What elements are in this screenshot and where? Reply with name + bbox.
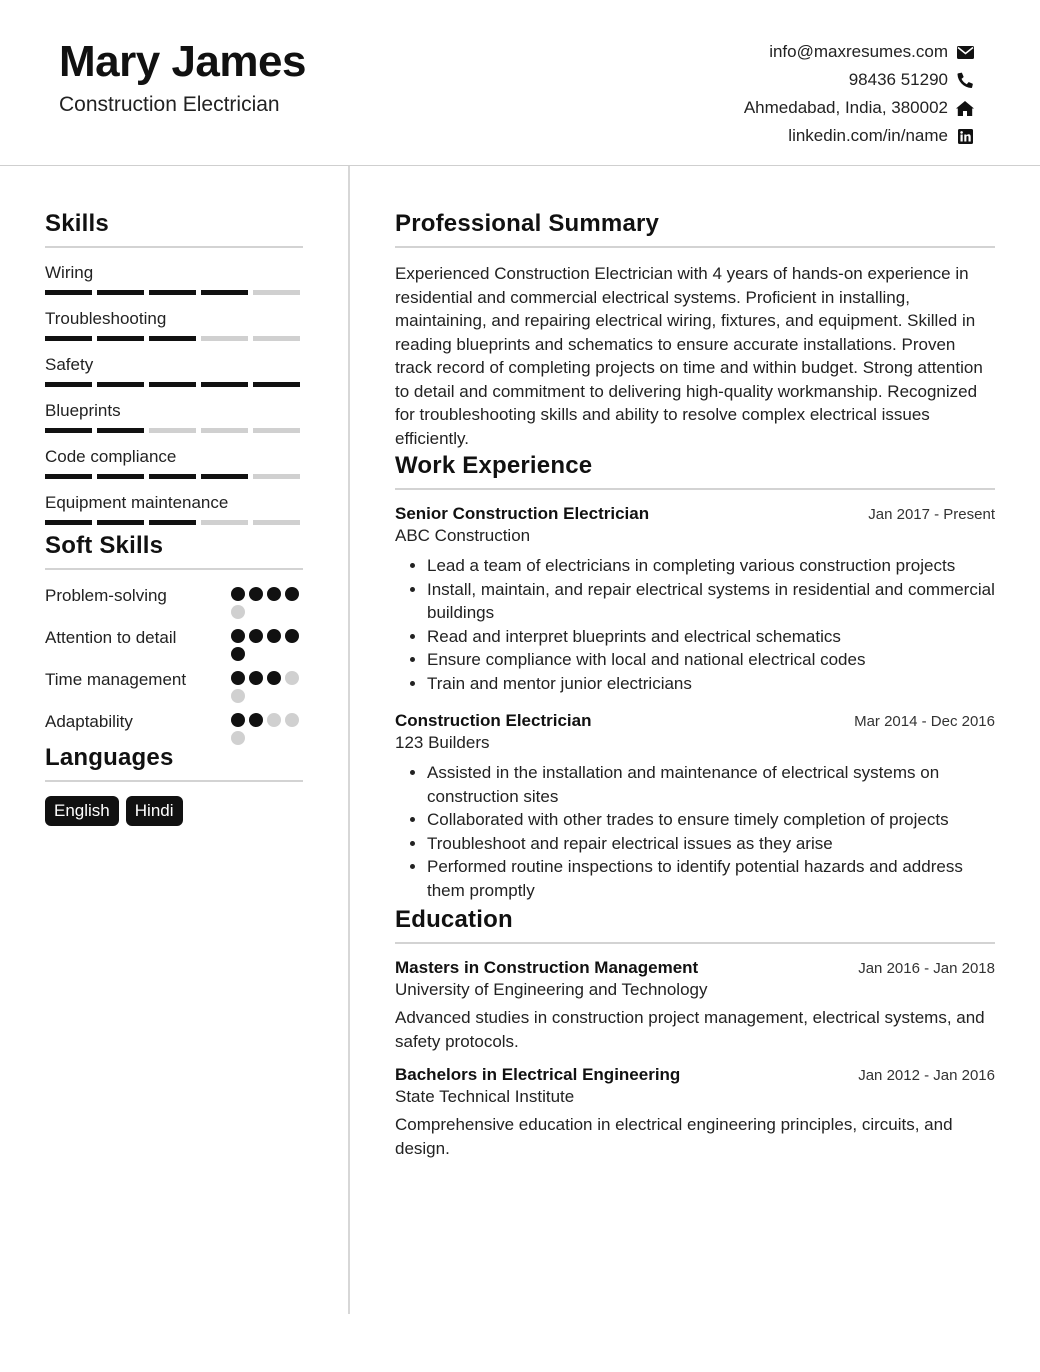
- skill-level-segment: [45, 428, 92, 433]
- skill-level-segment: [45, 336, 92, 341]
- contact-linkedin[interactable]: [744, 122, 974, 150]
- skill-level-segment: [97, 520, 144, 525]
- education-entry: [395, 1065, 995, 1160]
- soft-skill-dot: [249, 713, 263, 727]
- skill-level-segment: [97, 428, 144, 433]
- job-bullet: • Troubleshoot and repair electrical issues as they arise: [427, 832, 995, 856]
- job-title: Construction Electrician: [395, 711, 592, 730]
- skill-level-segment: [253, 382, 300, 387]
- skill-name: Equipment maintenance: [45, 493, 229, 512]
- skill-level-segment: [201, 428, 248, 433]
- right-column: [395, 210, 995, 1160]
- soft-skills-heading: Soft Skills: [45, 532, 303, 570]
- contact-address: [744, 94, 974, 122]
- home-icon: [956, 99, 974, 117]
- skills-list: [45, 262, 303, 525]
- skill-level-segment: [149, 290, 196, 295]
- job-company: 123 Builders: [395, 733, 490, 752]
- languages-heading: Languages: [45, 744, 303, 782]
- linkedin-text[interactable]: linkedin.com/in/name: [788, 126, 948, 145]
- skill-level-bars: [45, 428, 303, 433]
- job-header: [395, 711, 995, 731]
- candidate-name: Mary James: [59, 37, 306, 86]
- skill-level-segment: [201, 382, 248, 387]
- job-bullet: • Train and mentor junior electricians: [427, 672, 995, 696]
- skill-level-segment: [201, 474, 248, 479]
- degree-title: Bachelors in Electrical Engineering: [395, 1065, 681, 1084]
- soft-skill-name: Adaptability: [45, 712, 133, 731]
- education-description: Comprehensive education in electrical engineering principles, circuits, and design.: [395, 1115, 953, 1158]
- phone-text[interactable]: 98436 51290: [848, 70, 948, 89]
- skill-level-segment: [149, 382, 196, 387]
- skill-level-segment: [253, 520, 300, 525]
- skill-name: Wiring: [45, 263, 94, 282]
- soft-skill-dot: [285, 587, 299, 601]
- language-pill: Hindi: [126, 796, 183, 826]
- summary-text: Experienced Construction Electrician with 4 years of hands-on experience in residential and commercial electrical systems. Proficient in installing, maintaining, and repairing electrical wiring, fixtures, and equipment. Skilled in reading blueprints and schematics to ensure accurate installations. Proven track record of completing projects on time and within budget. Strong attention to detail and commitment to delivering high-quality workmanship. Recognized for troubleshooting skills and ability to resolve complex electrical issues efficiently.: [395, 264, 983, 448]
- email-text[interactable]: info@maxresumes.com: [769, 42, 948, 61]
- skill-level-bars: [45, 290, 303, 295]
- skill-level-bars: [45, 520, 303, 525]
- skill-level-bars: [45, 382, 303, 387]
- language-pill: English: [45, 796, 119, 826]
- skill-level-segment: [253, 428, 300, 433]
- resume-header: [0, 0, 1040, 166]
- soft-skill-level-dots: [231, 626, 303, 661]
- soft-skill-row: [45, 584, 303, 619]
- contact-email[interactable]: [744, 38, 974, 66]
- soft-skill-row: [45, 668, 303, 703]
- envelope-icon: [956, 43, 974, 61]
- job-bullet: • Ensure compliance with local and national electrical codes: [427, 648, 995, 672]
- soft-skills-list: [45, 584, 303, 745]
- skill-level-segment: [97, 474, 144, 479]
- skill-level-segment: [45, 290, 92, 295]
- job-entry: [395, 711, 995, 902]
- skill-level-segment: [201, 520, 248, 525]
- soft-skill-name: Problem-solving: [45, 586, 167, 605]
- soft-skill-dot: [267, 587, 281, 601]
- soft-skill-name: Attention to detail: [45, 628, 177, 647]
- experience-list: [395, 504, 995, 902]
- skill-level-bars: [45, 336, 303, 341]
- education-header: [395, 958, 995, 978]
- left-column: [45, 210, 303, 826]
- soft-skill-dot: [249, 671, 263, 685]
- job-dates: Mar 2014 - Dec 2016: [854, 713, 995, 730]
- education-dates: Jan 2012 - Jan 2016: [858, 1067, 995, 1084]
- job-bullet: • Lead a team of electricians in completing various construction projects: [427, 554, 995, 578]
- education-list: [395, 958, 995, 1160]
- degree-title: Masters in Construction Management: [395, 958, 699, 977]
- languages-list: [45, 796, 303, 826]
- soft-skill-level-dots: [231, 584, 303, 619]
- skill-level-segment: [253, 336, 300, 341]
- soft-skill-row: [45, 626, 303, 661]
- soft-skill-dot: [231, 605, 245, 619]
- education-header: [395, 1065, 995, 1085]
- soft-skill-row: [45, 710, 303, 745]
- education-heading: Education: [395, 906, 995, 944]
- school-name: State Technical Institute: [395, 1087, 575, 1106]
- skill-level-segment: [253, 474, 300, 479]
- job-entry: [395, 504, 995, 695]
- skills-heading: Skills: [45, 210, 303, 248]
- skill-level-segment: [253, 290, 300, 295]
- skill-level-segment: [45, 382, 92, 387]
- skill-level-segment: [45, 474, 92, 479]
- contact-phone[interactable]: [744, 66, 974, 94]
- summary-heading: Professional Summary: [395, 210, 995, 248]
- skill-name: Blueprints: [45, 401, 121, 420]
- soft-skill-dot: [249, 629, 263, 643]
- skill-level-segment: [201, 336, 248, 341]
- school-name: University of Engineering and Technology: [395, 980, 708, 999]
- soft-skill-dot: [267, 671, 281, 685]
- soft-skill-name: Time management: [45, 670, 187, 689]
- skill-level-segment: [97, 382, 144, 387]
- soft-skill-dot: [267, 713, 281, 727]
- skill-level-segment: [149, 336, 196, 341]
- contact-block: [744, 38, 974, 150]
- skill-name: Troubleshooting: [45, 309, 167, 328]
- candidate-title: Construction Electrician: [59, 93, 280, 116]
- skill-level-segment: [97, 336, 144, 341]
- soft-skill-dot: [231, 587, 245, 601]
- soft-skill-dot: [285, 713, 299, 727]
- column-divider: [348, 166, 350, 1314]
- skill-level-bars: [45, 474, 303, 479]
- skill-level-segment: [97, 290, 144, 295]
- soft-skill-dot: [231, 647, 245, 661]
- address-text: Ahmedabad, India, 380002: [743, 98, 948, 117]
- job-bullet: • Read and interpret blueprints and electrical schematics: [427, 625, 995, 649]
- job-bullet: • Assisted in the installation and maintenance of electrical systems on construction sites: [427, 761, 995, 808]
- skill-level-segment: [201, 290, 248, 295]
- job-company: ABC Construction: [395, 526, 531, 545]
- education-entry: [395, 958, 995, 1053]
- job-header: [395, 504, 995, 524]
- soft-skill-dot: [231, 713, 245, 727]
- skill-level-segment: [149, 428, 196, 433]
- job-bullet: • Install, maintain, and repair electrical systems in residential and commercial buildings: [427, 578, 995, 625]
- soft-skill-dot: [285, 671, 299, 685]
- soft-skill-dot: [231, 731, 245, 745]
- skill-level-segment: [149, 474, 196, 479]
- soft-skill-dot: [285, 629, 299, 643]
- skill-level-segment: [149, 520, 196, 525]
- linkedin-icon: [956, 127, 974, 145]
- skill-name: Code compliance: [45, 447, 177, 466]
- skill-name: Safety: [45, 355, 94, 374]
- job-title: Senior Construction Electrician: [395, 504, 650, 523]
- soft-skill-dot: [267, 629, 281, 643]
- job-bullet: • Performed routine inspections to identify potential hazards and address them promptly: [427, 855, 995, 902]
- soft-skill-level-dots: [231, 710, 303, 745]
- phone-icon: [956, 71, 974, 89]
- soft-skill-level-dots: [231, 668, 303, 703]
- job-bullets: [395, 554, 995, 695]
- soft-skill-dot: [231, 629, 245, 643]
- soft-skill-dot: [231, 689, 245, 703]
- job-bullets: [395, 761, 995, 902]
- skill-level-segment: [45, 520, 92, 525]
- education-description: Advanced studies in construction project management, electrical systems, and safety protocols.: [395, 1008, 985, 1051]
- soft-skill-dot: [231, 671, 245, 685]
- job-bullet: • Collaborated with other trades to ensure timely completion of projects: [427, 808, 995, 832]
- experience-heading: Work Experience: [395, 452, 995, 490]
- soft-skill-dot: [249, 587, 263, 601]
- education-dates: Jan 2016 - Jan 2018: [858, 960, 995, 977]
- job-dates: Jan 2017 - Present: [868, 506, 995, 523]
